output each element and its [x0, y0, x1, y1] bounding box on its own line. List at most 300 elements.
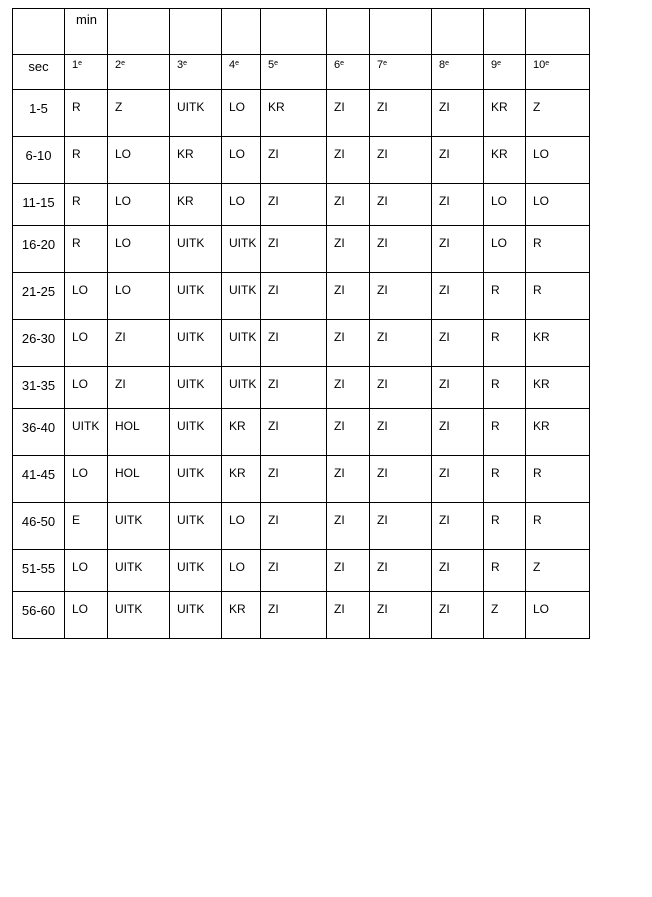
minute-number: 5	[268, 59, 275, 71]
code-cell	[261, 137, 327, 184]
code-value: Z	[533, 100, 541, 114]
code-cell	[108, 367, 170, 409]
code-cell	[484, 184, 526, 226]
ordinal-suffix: e	[545, 60, 550, 67]
code-value: ZI	[268, 377, 279, 391]
code-value: HOL	[115, 419, 140, 433]
minute-header-cell	[65, 55, 108, 90]
code-value: ZI	[268, 236, 279, 250]
code-value: R	[491, 330, 500, 344]
sec-label: sec	[28, 59, 49, 74]
code-cell	[222, 90, 261, 137]
code-cell	[484, 456, 526, 503]
code-value: UITK	[177, 283, 205, 297]
code-value: ZI	[334, 419, 345, 433]
code-value: R	[533, 236, 542, 250]
sec-range-cell	[13, 592, 65, 639]
sec-range-label: 56-60	[21, 603, 56, 618]
code-value: LO	[533, 194, 550, 208]
code-cell	[222, 367, 261, 409]
code-value: ZI	[268, 466, 279, 480]
code-cell	[65, 320, 108, 367]
code-cell	[526, 503, 590, 550]
code-value: R	[72, 236, 81, 250]
code-cell	[327, 592, 370, 639]
code-value: ZI	[268, 330, 279, 344]
code-value: R	[491, 377, 500, 391]
code-value: ZI	[268, 419, 279, 433]
code-value: R	[491, 419, 500, 433]
code-cell	[370, 503, 432, 550]
code-value: ZI	[334, 100, 345, 114]
code-cell	[327, 503, 370, 550]
sec-range-cell	[13, 503, 65, 550]
table-row	[13, 409, 590, 456]
minute-header-label	[526, 55, 589, 72]
code-cell	[327, 550, 370, 592]
code-cell	[370, 90, 432, 137]
minute-header-label	[327, 55, 369, 72]
code-value: UITK	[115, 602, 143, 616]
code-value: ZI	[439, 513, 450, 527]
minute-header-label	[261, 55, 326, 72]
code-value: LO	[115, 283, 132, 297]
code-value: R	[72, 147, 81, 161]
sec-range-cell	[13, 226, 65, 273]
minute-header-label	[170, 55, 221, 72]
code-value: LO	[491, 236, 508, 250]
code-value: ZI	[268, 602, 279, 616]
observation-table	[12, 8, 590, 639]
code-value: UITK	[229, 330, 257, 344]
code-value: ZI	[377, 560, 388, 574]
code-value: UITK	[177, 377, 205, 391]
code-value: LO	[491, 194, 508, 208]
code-cell	[170, 503, 222, 550]
code-cell	[327, 456, 370, 503]
table-row	[13, 503, 590, 550]
minute-header-cell	[370, 55, 432, 90]
code-cell	[108, 273, 170, 320]
code-value: UITK	[115, 513, 143, 527]
code-value: UITK	[177, 560, 205, 574]
code-cell	[261, 90, 327, 137]
table-row	[13, 184, 590, 226]
code-value: KR	[491, 100, 508, 114]
code-value: R	[72, 100, 81, 114]
code-cell	[484, 367, 526, 409]
code-cell	[432, 503, 484, 550]
minute-number: 2	[115, 59, 122, 71]
code-value: UITK	[177, 236, 205, 250]
code-value: ZI	[439, 330, 450, 344]
ordinal-suffix: e	[383, 60, 388, 67]
code-cell	[327, 137, 370, 184]
code-value: ZI	[377, 466, 388, 480]
sec-label-cell	[13, 55, 65, 90]
table-row	[13, 592, 590, 639]
code-cell	[432, 320, 484, 367]
code-cell	[170, 409, 222, 456]
code-cell	[526, 320, 590, 367]
sec-range-cell	[13, 409, 65, 456]
code-cell	[370, 409, 432, 456]
code-cell	[484, 273, 526, 320]
code-value: UITK	[177, 602, 205, 616]
code-cell	[526, 137, 590, 184]
ordinal-suffix: e	[235, 60, 240, 67]
code-cell	[261, 503, 327, 550]
code-cell	[170, 456, 222, 503]
code-value: ZI	[439, 283, 450, 297]
code-value: LO	[115, 147, 132, 161]
minute-header-cell	[108, 55, 170, 90]
code-cell	[432, 90, 484, 137]
code-value: Z	[533, 560, 541, 574]
code-value: LO	[72, 602, 89, 616]
sec-range-cell	[13, 320, 65, 367]
table-row	[13, 550, 590, 592]
code-cell	[261, 550, 327, 592]
sec-range-label: 26-30	[21, 331, 56, 346]
min-label: min	[76, 12, 97, 27]
code-cell	[222, 137, 261, 184]
sec-range-label: 31-35	[21, 378, 56, 393]
empty-header-cell	[484, 9, 526, 55]
code-cell	[484, 592, 526, 639]
minute-header-cell	[327, 55, 370, 90]
code-value: R	[491, 513, 500, 527]
code-value: UITK	[115, 560, 143, 574]
code-cell	[484, 320, 526, 367]
table-row	[13, 90, 590, 137]
sec-range-cell	[13, 550, 65, 592]
code-value: ZI	[377, 602, 388, 616]
code-cell	[370, 273, 432, 320]
sec-range-label: 21-25	[21, 284, 56, 299]
empty-header-cell	[108, 9, 170, 55]
code-value: ZI	[377, 283, 388, 297]
sec-range-cell	[13, 273, 65, 320]
code-cell	[370, 137, 432, 184]
code-cell	[261, 226, 327, 273]
code-cell	[170, 273, 222, 320]
minute-header-cell	[432, 55, 484, 90]
code-cell	[526, 409, 590, 456]
code-value: KR	[229, 419, 246, 433]
code-cell	[484, 550, 526, 592]
code-cell	[222, 184, 261, 226]
code-cell	[526, 456, 590, 503]
code-value: LO	[72, 283, 89, 297]
code-cell	[370, 550, 432, 592]
empty-header-cell	[261, 9, 327, 55]
code-cell	[65, 503, 108, 550]
code-cell	[327, 320, 370, 367]
code-value: ZI	[268, 513, 279, 527]
code-cell	[261, 409, 327, 456]
sec-range-cell	[13, 137, 65, 184]
code-value: ZI	[377, 330, 388, 344]
code-value: ZI	[377, 236, 388, 250]
code-cell	[65, 367, 108, 409]
table-row	[13, 320, 590, 367]
code-value: KR	[533, 330, 550, 344]
code-cell	[170, 90, 222, 137]
code-value: ZI	[439, 560, 450, 574]
code-value: E	[72, 513, 81, 527]
ordinal-suffix: e	[121, 60, 126, 67]
code-cell	[108, 90, 170, 137]
code-value: LO	[533, 147, 550, 161]
code-value: Z	[491, 602, 499, 616]
code-value: ZI	[268, 560, 279, 574]
code-cell	[108, 184, 170, 226]
sec-range-label: 1-5	[29, 101, 48, 116]
code-value: ZI	[268, 147, 279, 161]
code-cell	[432, 226, 484, 273]
code-cell	[65, 273, 108, 320]
code-cell	[108, 550, 170, 592]
code-cell	[432, 592, 484, 639]
minute-header-cell	[170, 55, 222, 90]
code-value: ZI	[439, 602, 450, 616]
code-value: ZI	[439, 147, 450, 161]
sec-range-label: 6-10	[25, 148, 52, 163]
code-cell	[170, 226, 222, 273]
code-value: LO	[229, 100, 246, 114]
code-value: R	[533, 283, 542, 297]
code-value: R	[533, 513, 542, 527]
code-cell	[170, 184, 222, 226]
code-value: ZI	[334, 236, 345, 250]
code-cell	[65, 90, 108, 137]
code-value: ZI	[334, 194, 345, 208]
code-cell	[526, 184, 590, 226]
code-value: UITK	[177, 513, 205, 527]
code-cell	[327, 90, 370, 137]
code-value: LO	[115, 236, 132, 250]
code-value: ZI	[334, 147, 345, 161]
code-value: ZI	[115, 377, 126, 391]
corner-cell	[13, 9, 65, 55]
code-cell	[261, 184, 327, 226]
code-cell	[108, 592, 170, 639]
code-value: ZI	[268, 283, 279, 297]
code-cell	[108, 409, 170, 456]
code-cell	[65, 592, 108, 639]
code-cell	[484, 90, 526, 137]
code-value: ZI	[377, 513, 388, 527]
empty-header-cell	[327, 9, 370, 55]
code-cell	[370, 456, 432, 503]
code-value: KR	[229, 466, 246, 480]
code-value: KR	[268, 100, 285, 114]
code-value: ZI	[334, 283, 345, 297]
code-cell	[432, 550, 484, 592]
code-value: UITK	[229, 283, 257, 297]
minute-number: 1	[72, 59, 79, 71]
minute-header-cell	[261, 55, 327, 90]
code-value: ZI	[439, 377, 450, 391]
empty-header-cell	[370, 9, 432, 55]
code-value: ZI	[439, 236, 450, 250]
sec-range-cell	[13, 456, 65, 503]
code-cell	[65, 409, 108, 456]
code-value: KR	[491, 147, 508, 161]
code-cell	[65, 226, 108, 273]
code-value: KR	[177, 194, 194, 208]
code-value: ZI	[115, 330, 126, 344]
code-value: LO	[229, 560, 246, 574]
code-cell	[327, 409, 370, 456]
code-value: UITK	[177, 466, 205, 480]
code-value: UITK	[177, 419, 205, 433]
code-cell	[222, 273, 261, 320]
sec-range-label: 46-50	[21, 514, 56, 529]
code-cell	[432, 367, 484, 409]
code-value: Z	[115, 100, 123, 114]
table-row	[13, 273, 590, 320]
minute-number: 7	[377, 59, 384, 71]
code-cell	[484, 409, 526, 456]
code-cell	[108, 503, 170, 550]
code-cell	[370, 320, 432, 367]
minute-header-label	[65, 55, 107, 72]
code-cell	[432, 409, 484, 456]
minute-header-label	[108, 55, 169, 72]
ordinal-suffix: e	[78, 60, 83, 67]
code-cell	[108, 320, 170, 367]
code-value: ZI	[377, 377, 388, 391]
code-cell	[222, 226, 261, 273]
code-value: R	[491, 466, 500, 480]
code-value: ZI	[334, 560, 345, 574]
header-row-min	[13, 9, 590, 55]
code-value: ZI	[377, 147, 388, 161]
code-value: ZI	[439, 100, 450, 114]
code-value: LO	[229, 513, 246, 527]
code-value: ZI	[439, 194, 450, 208]
code-cell	[170, 320, 222, 367]
code-cell	[526, 550, 590, 592]
code-value: KR	[229, 602, 246, 616]
minute-number: 8	[439, 59, 446, 71]
code-cell	[222, 592, 261, 639]
code-value: ZI	[334, 513, 345, 527]
code-cell	[261, 367, 327, 409]
code-value: ZI	[334, 330, 345, 344]
code-cell	[370, 592, 432, 639]
code-value: KR	[533, 419, 550, 433]
minute-number: 3	[177, 59, 184, 71]
code-cell	[222, 456, 261, 503]
code-cell	[526, 273, 590, 320]
code-value: KR	[177, 147, 194, 161]
table-row	[13, 226, 590, 273]
code-value: ZI	[268, 194, 279, 208]
empty-header-cell	[526, 9, 590, 55]
code-value: LO	[533, 602, 550, 616]
code-value: ZI	[377, 419, 388, 433]
code-cell	[526, 592, 590, 639]
code-cell	[170, 550, 222, 592]
minute-header-label	[370, 55, 431, 72]
code-value: UITK	[177, 100, 205, 114]
ordinal-suffix: e	[445, 60, 450, 67]
code-value: ZI	[334, 602, 345, 616]
code-cell	[432, 184, 484, 226]
code-value: UITK	[72, 419, 100, 433]
minute-number: 9	[491, 59, 498, 71]
code-value: UITK	[229, 377, 257, 391]
empty-header-cell	[432, 9, 484, 55]
code-cell	[108, 226, 170, 273]
code-cell	[261, 592, 327, 639]
code-value: ZI	[334, 466, 345, 480]
code-cell	[65, 137, 108, 184]
ordinal-suffix: e	[183, 60, 188, 67]
code-value: LO	[72, 466, 89, 480]
sec-range-label: 16-20	[21, 237, 56, 252]
code-value: LO	[115, 194, 132, 208]
minute-header-label	[432, 55, 483, 72]
minute-number: 4	[229, 59, 236, 71]
code-cell	[484, 503, 526, 550]
sec-range-label: 11-15	[22, 195, 55, 210]
minute-header-cell	[526, 55, 590, 90]
table-row	[13, 367, 590, 409]
code-cell	[526, 90, 590, 137]
code-value: ZI	[439, 466, 450, 480]
code-cell	[370, 367, 432, 409]
empty-header-cell	[170, 9, 222, 55]
code-cell	[327, 226, 370, 273]
code-value: ZI	[377, 100, 388, 114]
code-cell	[327, 367, 370, 409]
min-label-cell	[65, 9, 108, 55]
code-cell	[526, 367, 590, 409]
code-cell	[370, 184, 432, 226]
code-value: R	[491, 283, 500, 297]
table-row	[13, 456, 590, 503]
code-cell	[484, 137, 526, 184]
code-cell	[432, 273, 484, 320]
code-cell	[170, 592, 222, 639]
empty-header-cell	[222, 9, 261, 55]
sec-range-cell	[13, 367, 65, 409]
code-cell	[65, 456, 108, 503]
code-cell	[222, 550, 261, 592]
code-value: UITK	[229, 236, 257, 250]
code-cell	[484, 226, 526, 273]
sec-range-label: 41-45	[21, 467, 56, 482]
code-cell	[222, 409, 261, 456]
code-cell	[65, 550, 108, 592]
minute-number: 6	[334, 59, 341, 71]
code-cell	[261, 273, 327, 320]
sec-range-cell	[13, 90, 65, 137]
code-value: KR	[533, 377, 550, 391]
code-value: ZI	[439, 419, 450, 433]
code-value: R	[533, 466, 542, 480]
code-cell	[327, 273, 370, 320]
sec-range-cell	[13, 184, 65, 226]
code-cell	[170, 367, 222, 409]
code-cell	[108, 137, 170, 184]
code-cell	[108, 456, 170, 503]
code-value: LO	[72, 560, 89, 574]
